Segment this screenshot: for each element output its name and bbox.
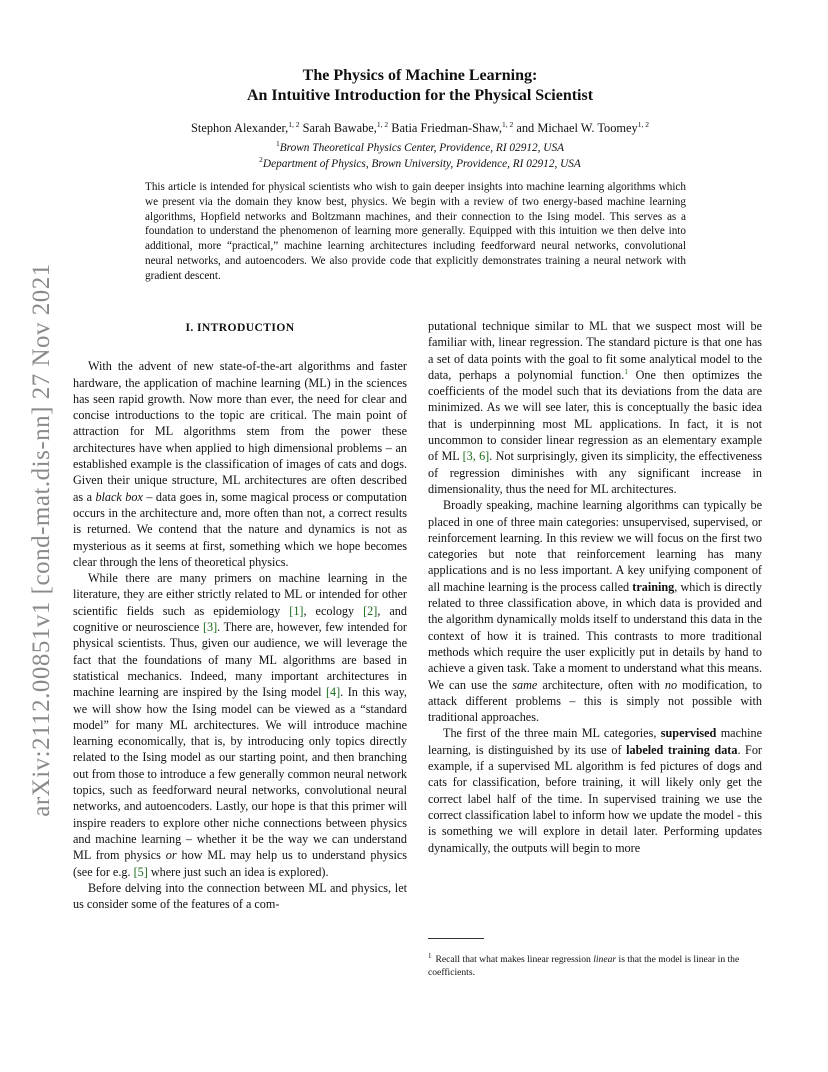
footnote-number: 1 [428,952,432,960]
abstract: This article is intended for physical scientists who wish to gain deeper insights into machine learning algorithms which we present via the domain they know best, physics. We begin with a review of two energy-based machine learning algorithms, Hopfield networks and Boltzmann machines, and their connection to the Ising model. This serves as a foundation to understand the phenomenon of learning more generally. Equipped with this intuition we then delve into additional, more “practical,” machine learning architectures including feedforward neural networks, convolutional neural networks, and autoencoders. We also provide code that explicitly demonstrates training a neural network with gradient descent. [145,181,686,282]
paragraph: Broadly speaking, machine learning algorithms can typically be placed in one of three main categories: unsupervised, supervised, or reinforcement learning. In this review we will focus on the first two categories but note that reinforcement learning has many applications and is no less important. A key unifying component of all machine learning is the process called training, which is directly related to three classification above, in which data is provided and the algorithm dynamically molds itself to understand this data in the context of how it is trained. This contrasts to more traditional methods which require the user explicitly put in details by hand to achieve a given task. Take a moment to understand what this means. We can use the same architecture, often with no modification, to attack different problems – this is simply not possible with traditional approaches. [428,498,763,725]
citation-link[interactable]: [3] [202,620,218,635]
title-line-2: An Intuitive Introduction for the Physical Scientist [246,87,594,104]
citation-link[interactable]: [1] [289,603,304,618]
arxiv-identifier[interactable]: arXiv:2112.00851v1 [cond-mat.dis-nn] 27 Nov 2021 [28,263,55,817]
affiliation-number: 1 [276,139,280,148]
author-affiliation-mark: 1, 2 [637,120,649,129]
footnote: $^1$ Recall that what makes linear regression linear is that the model is linear in the coefficients. [428,952,740,978]
paragraph: With the advent of new state-of-the-art algorithms and faster hardware, the application of machine learning (ML) in the sciences has seen rapid growth. Now more than ever, the need for clear and concise introductions to the topic are critical. The main point of attraction for ML algorithms stem from the power these architectures have when applied to high dimensional problems – an established example is the classification of images of cats and dogs. Given their unique structure, ML architectures are often described as a black box – data goes in, some magical process or computation occurs in the architecture and, more often than not, a correct results is returned. We contend that the nature and dynamics is not as mysterious as it seems at first, something which we hope becomes clear through the lens of theoretical physics. [73,359,407,569]
title-line-1: The Physics of Machine Learning: [302,67,538,84]
author-affiliation-mark: 1, 2 [376,120,389,129]
citation-link[interactable]: [2] [363,603,378,618]
paragraph: The first of the three main ML categories, supervised machine learning, is distinguished by its use of labeled training data. For example, if a supervised ML algorithm is fed pictures of dogs and cats for classification, before training, it will likely only get the correct label half of the time. In supervised training we use the correct classification label to inform how we update the model - this is something we will explore in detail later. Performing updates dynamically, the outputs will begin to more [428,726,762,855]
section-heading: I. INTRODUCTION [185,321,295,334]
right-column [428,318,762,856]
author-name: Sarah Bawabe, [302,121,377,135]
footnote-divider [428,938,484,939]
affiliation-text: Brown Theoretical Physics Center, Providence, RI 02912, USA [279,142,564,154]
footnote-marker[interactable]: 1 [624,366,628,376]
author-name: and Michael W. Toomey [516,121,638,135]
paragraph: putational technique similar to ML that we suspect most will be familiar with, linear regression. The standard picture is that one has a set of data points with the goal to fit some analytical model to the data, perhaps a polynomial function.$^1$ One then optimizes the coefficients of the model such that its deviations from the data are minimized. As we will see later, this is conceptually the basic idea that is underpinning most ML applications. In fact, it is not uncommon to consider linear regression as an elementary example of ML [3, 6]. Not surprisingly, given its simplicity, the effectiveness of regression diminishes with any significant increase in dimensionality, thus the need for ML architectures. [428,319,762,496]
author-name: Batia Friedman-Shaw, [391,121,502,135]
left-column [73,318,407,912]
affiliation-text: Department of Physics, Brown University, Providence, RI 02912, USA [262,158,581,170]
author-list [100,121,740,136]
author-affiliation-mark: 1, 2 [501,120,514,129]
arxiv-sidebar [22,240,62,840]
author-name: Stephon Alexander, [191,121,289,135]
paragraph: Before delving into the connection between ML and physics, let us consider some of the features of a com- [73,880,407,912]
paragraph: While there are many primers on machine learning in the literature, they are either strictly related to ML or intended for other scientific fields such as epidemiology [1], ecology [2], and cognitive or neuroscience [3]. There are, however, few intended for physical scientists. Thus, given our audience, we will leverage the fact that the foundations of many ML algorithms are based in statistical mechanics. Indeed, many important architectures in machine learning are inspired by the Ising model [4]. In this way, we will show how the Ising model can be viewed as a “standard model” for many ML architectures. We will introduce machine learning economically, that is, by introducing only topics directly related to the Ising model as our starting point, and then branching out from those to introduce a few generally common neural network topics, such as feedforward neural networks, convolutional neural networks, and autoencoders. Lastly, our hope is that this primer will inspire readers to explore other niche connections between physics and machine learning – whether it be the way we can understand ML from physics or how ML may help us to understand physics (see for e.g. [5] where just such an idea is explored). [73,571,407,879]
citation-link[interactable]: [5] [133,864,148,879]
citation-link[interactable]: [4] [326,685,341,700]
author-affiliation-mark: 1, 2 [288,120,300,129]
paper-title [120,66,720,106]
citation-link[interactable]: [3, 6] [462,449,490,464]
affiliation-1 [120,139,720,154]
affiliation-2 [120,155,720,170]
affiliation-number: 2 [259,155,263,164]
